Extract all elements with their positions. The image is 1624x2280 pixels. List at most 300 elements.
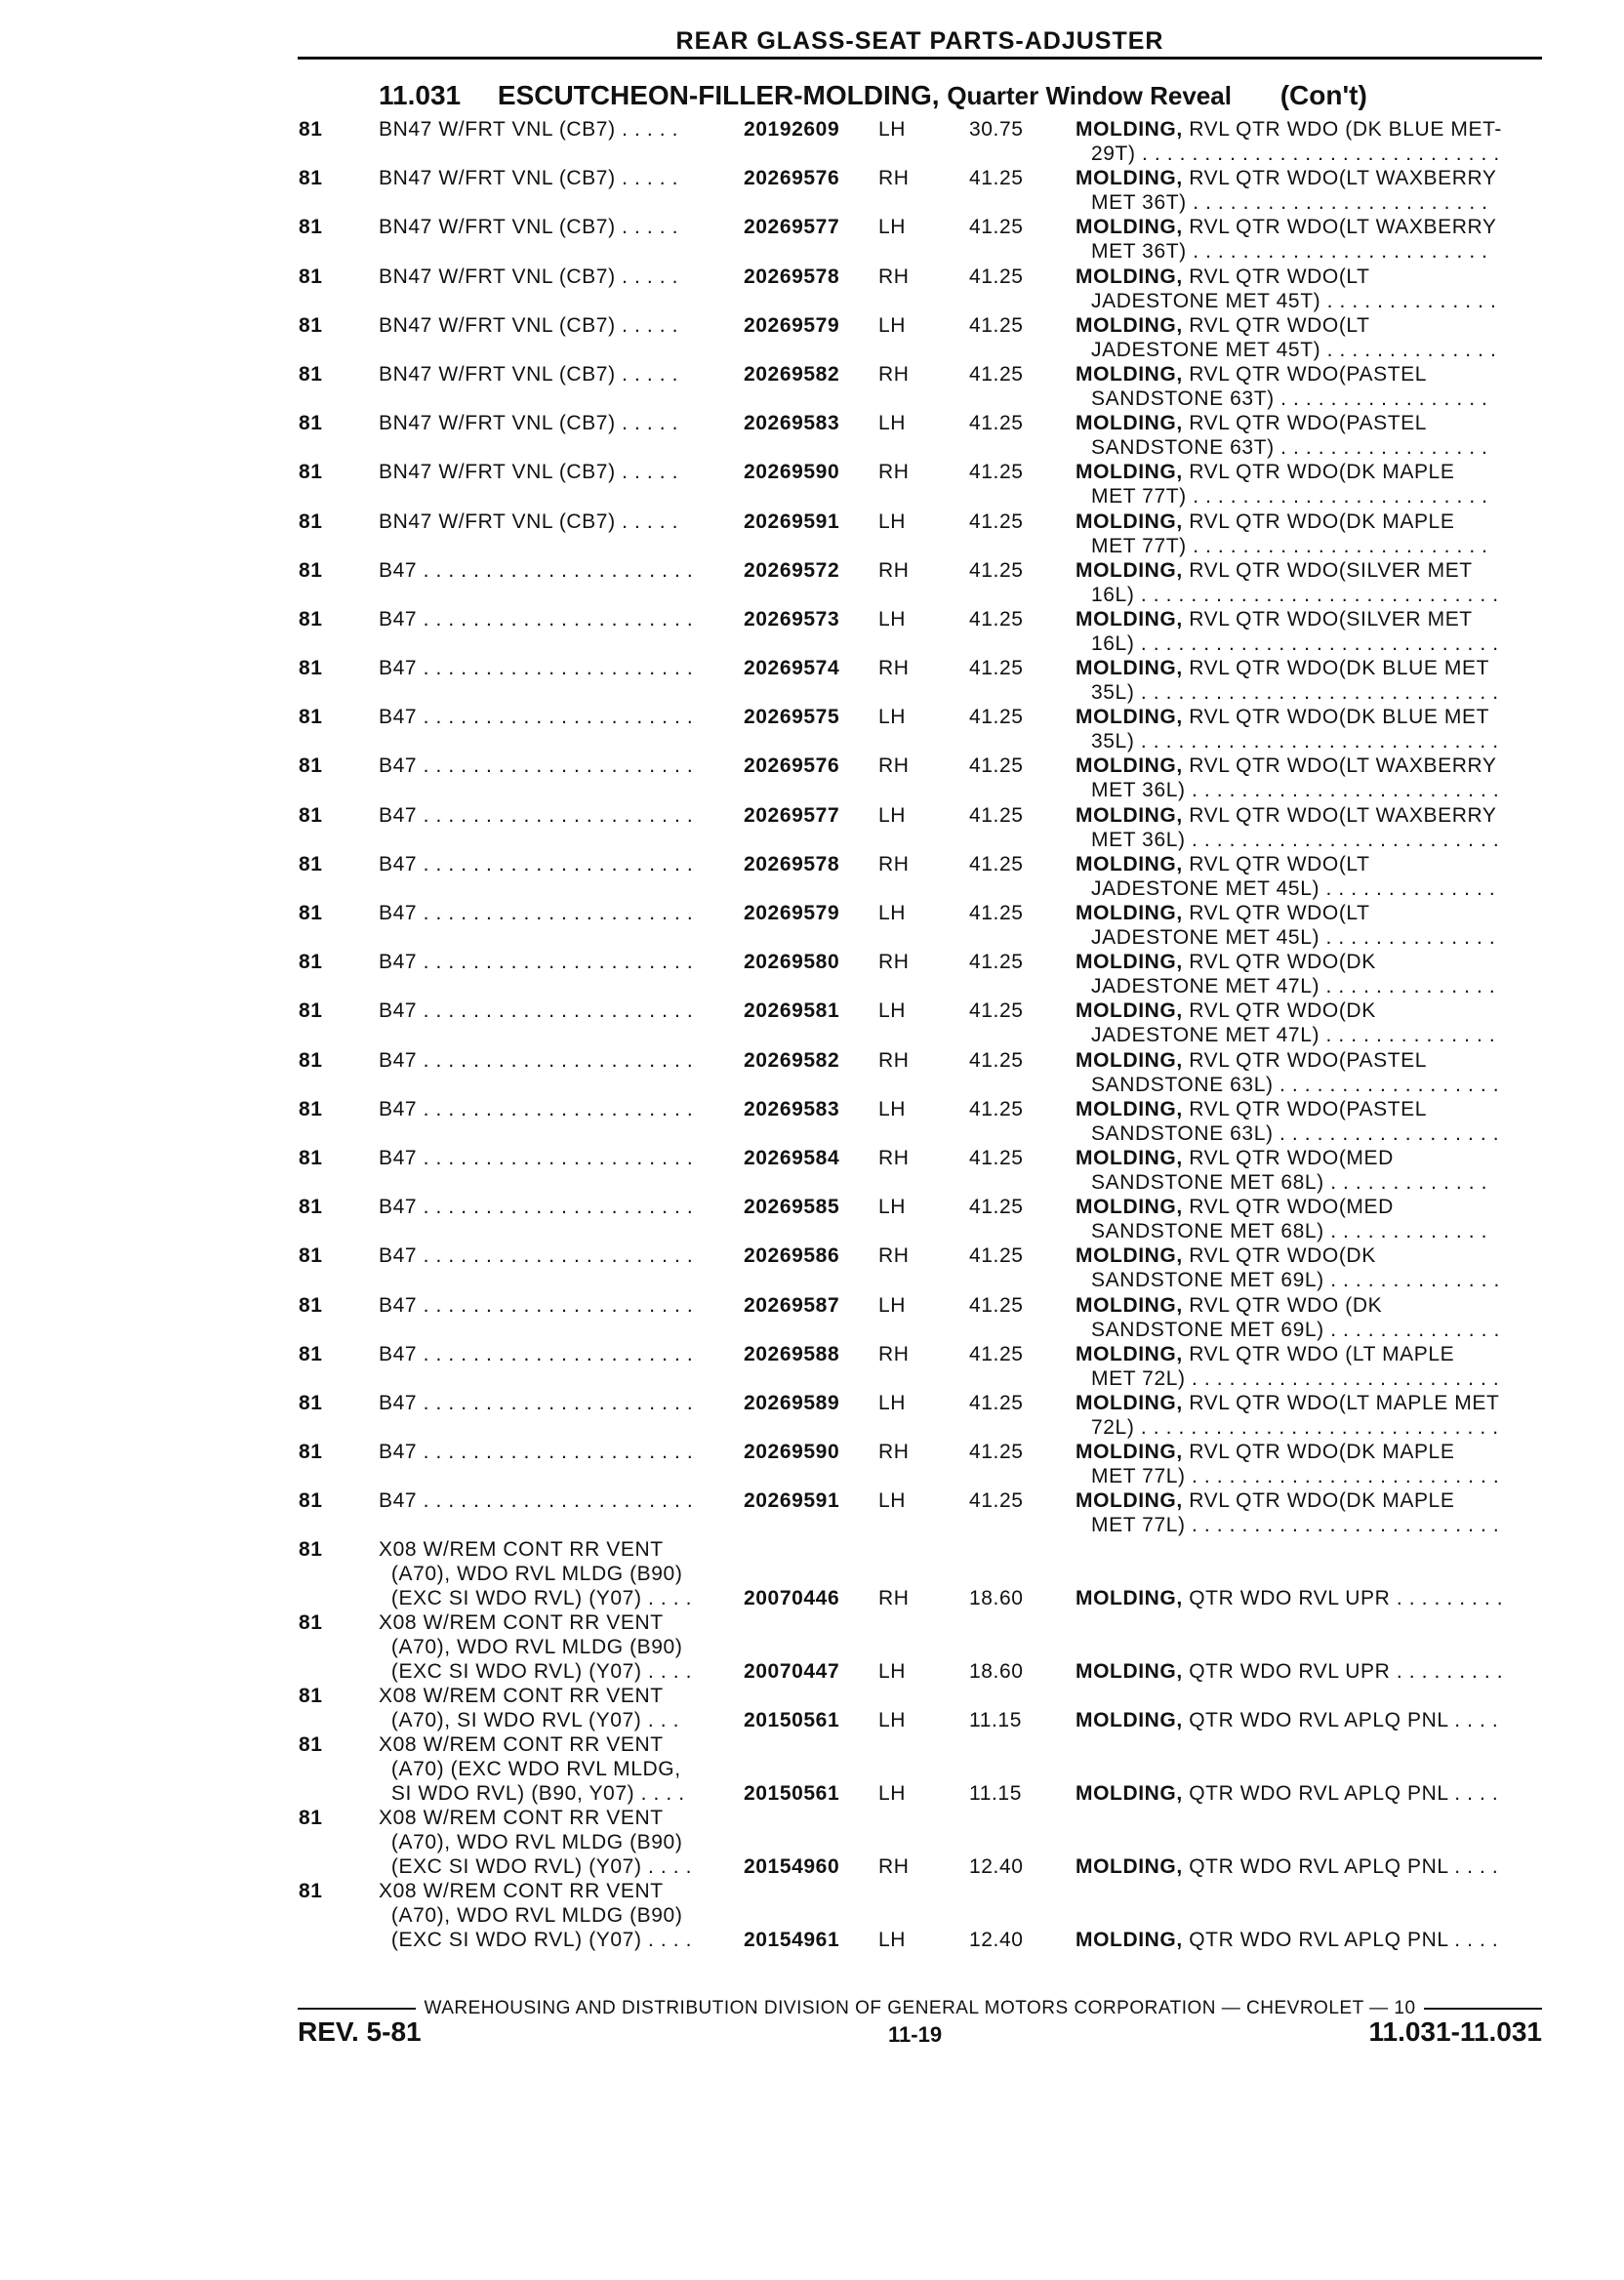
model-code <box>379 1293 693 1318</box>
price: 41.25 <box>969 265 1024 288</box>
table-row <box>0 1806 1624 1879</box>
model-line: B47 . . . . . . . . . . . . . . . . . . . . . . <box>379 558 694 582</box>
description-line <box>1076 1440 1544 1464</box>
part-number: 20269574 <box>744 657 840 680</box>
price: 41.25 <box>969 362 1024 386</box>
description-continuation: MET 77L) . . . . . . . . . . . . . . . . . . . . . . . . . <box>1091 1465 1500 1488</box>
model-line: B47 . . . . . . . . . . . . . . . . . . . . . . <box>379 852 694 875</box>
part-number: 20269591 <box>744 509 840 533</box>
description-line <box>1076 1097 1544 1121</box>
model-line: B47 . . . . . . . . . . . . . . . . . . . . . . <box>379 1489 694 1513</box>
description-line <box>1076 509 1544 534</box>
description-noun: MOLDING, <box>1076 1587 1183 1610</box>
table-row <box>0 460 1624 509</box>
section-continued: (Con't) <box>1279 80 1367 110</box>
model-code <box>379 1097 693 1121</box>
model-line: X08 W/REM CONT RR VENT <box>379 1538 664 1562</box>
description-continuation: JADESTONE MET 45L) . . . . . . . . . . . . . . <box>1091 926 1496 949</box>
page-header: REAR GLASS-SEAT PARTS-ADJUSTER <box>675 27 1164 55</box>
description-continuation: JADESTONE MET 47L) . . . . . . . . . . . . . . <box>1091 975 1496 998</box>
price: 41.25 <box>969 558 1024 582</box>
price: 41.25 <box>969 706 1024 729</box>
description-text: RVL QTR WDO(DK MAPLE <box>1182 461 1455 484</box>
part-number: 20269577 <box>744 803 840 827</box>
table-row <box>0 1732 1624 1806</box>
description <box>1076 166 1544 215</box>
model-code <box>379 1195 693 1219</box>
description-line <box>1076 1488 1544 1513</box>
description-line <box>1076 460 1544 484</box>
model-code <box>379 1537 692 1610</box>
description-text: RVL QTR WDO(LT <box>1182 902 1370 924</box>
part-number: 20269590 <box>744 461 840 484</box>
quantity: 81 <box>299 1880 323 1903</box>
table-row <box>0 753 1624 802</box>
description <box>1076 558 1544 607</box>
price: 11.15 <box>969 1709 1022 1732</box>
model-code <box>379 950 693 974</box>
model-line: B47 . . . . . . . . . . . . . . . . . . . . . . <box>379 1146 694 1169</box>
side: LH <box>878 313 907 337</box>
price: 41.25 <box>969 951 1024 974</box>
side: LH <box>878 1391 907 1414</box>
quantity: 81 <box>299 902 323 924</box>
description-text: RVL QTR WDO(LT WAXBERRY <box>1182 803 1497 827</box>
description-noun: MOLDING, <box>1076 1146 1183 1169</box>
part-number: 20269578 <box>744 852 840 875</box>
side: LH <box>878 706 907 729</box>
model-line: X08 W/REM CONT RR VENT <box>379 1807 664 1830</box>
description-text: RVL QTR WDO(LT <box>1182 852 1370 875</box>
description-line <box>1076 1708 1544 1732</box>
quantity: 81 <box>299 461 323 484</box>
part-number: 20269578 <box>744 265 840 288</box>
description-continuation: MET 36L) . . . . . . . . . . . . . . . . . . . . . . . . . <box>1091 779 1500 802</box>
description <box>1076 901 1544 950</box>
price: 18.60 <box>969 1587 1024 1610</box>
description-line <box>1076 803 1544 828</box>
description <box>1076 705 1544 753</box>
model-line: BN47 W/FRT VNL (CB7) . . . . . <box>379 362 679 386</box>
part-number: 20070447 <box>744 1660 840 1684</box>
section-range: 11.031-11.031 <box>1368 2016 1542 2047</box>
model-line: B47 . . . . . . . . . . . . . . . . . . . . . . <box>379 999 694 1023</box>
table-row <box>0 215 1624 264</box>
quantity: 81 <box>299 803 323 827</box>
description-text: QTR WDO RVL APLQ PNL . . . . <box>1182 1782 1499 1806</box>
part-number: 20269588 <box>744 1342 840 1365</box>
model-code <box>379 166 678 190</box>
table-row <box>0 1610 1624 1684</box>
description <box>1076 1342 1544 1391</box>
model-code <box>379 803 693 828</box>
quantity: 81 <box>299 951 323 974</box>
table-row <box>0 1440 1624 1488</box>
description <box>1076 998 1544 1047</box>
side: LH <box>878 607 907 631</box>
description-continuation: JADESTONE MET 45L) . . . . . . . . . . . . . . <box>1091 876 1496 900</box>
description <box>1076 1146 1544 1195</box>
model-code <box>379 509 678 534</box>
quantity: 81 <box>299 1611 323 1635</box>
description-text: RVL QTR WDO(DK MAPLE <box>1182 1441 1455 1464</box>
table-row <box>0 1048 1624 1097</box>
description-noun: MOLDING, <box>1076 1244 1183 1268</box>
part-number: 20269590 <box>744 1441 840 1464</box>
model-line: (A70), SI WDO RVL (Y07) . . . <box>379 1709 680 1732</box>
model-line: B47 . . . . . . . . . . . . . . . . . . . . . . <box>379 1196 694 1219</box>
description <box>1076 1928 1544 1952</box>
description-text: RVL QTR WDO(DK BLUE MET <box>1182 706 1490 729</box>
part-number: 20269582 <box>744 362 840 386</box>
description-noun: MOLDING, <box>1076 118 1183 141</box>
model-line: BN47 W/FRT VNL (CB7) . . . . . <box>379 216 679 239</box>
description-continuation: SANDSTONE 63L) . . . . . . . . . . . . . . . . . . <box>1091 1073 1500 1096</box>
description-continuation: MET 77T) . . . . . . . . . . . . . . . . . . . . . . . . <box>1091 534 1488 557</box>
quantity: 81 <box>299 1391 323 1414</box>
footer-line <box>298 1998 1542 2019</box>
description-continuation: SANDSTONE MET 68L) . . . . . . . . . . . . . <box>1091 1170 1488 1194</box>
description-noun: MOLDING, <box>1076 461 1183 484</box>
model-code <box>379 313 678 338</box>
description-noun: MOLDING, <box>1076 657 1183 680</box>
table-row <box>0 1391 1624 1440</box>
model-code <box>379 1879 692 1952</box>
description-line <box>1076 1928 1544 1952</box>
model-line: BN47 W/FRT VNL (CB7) . . . . . <box>379 412 679 435</box>
quantity: 81 <box>299 1196 323 1219</box>
price: 41.25 <box>969 509 1024 533</box>
model-code <box>379 215 678 239</box>
description-noun: MOLDING, <box>1076 706 1183 729</box>
model-line: B47 . . . . . . . . . . . . . . . . . . . . . . <box>379 902 694 924</box>
part-number: 20269576 <box>744 754 840 778</box>
description-continuation: MET 77T) . . . . . . . . . . . . . . . . . . . . . . . . <box>1091 485 1488 509</box>
side: LH <box>878 1097 907 1120</box>
table-row <box>0 166 1624 215</box>
model-line: X08 W/REM CONT RR VENT <box>379 1611 664 1635</box>
part-number: 20269583 <box>744 1097 840 1120</box>
side: RH <box>878 1244 910 1268</box>
price: 12.40 <box>969 1929 1024 1952</box>
model-code <box>379 558 693 583</box>
description-continuation: 16L) . . . . . . . . . . . . . . . . . . . . . . . . . . . . . <box>1091 631 1499 655</box>
description-continuation: MET 36T) . . . . . . . . . . . . . . . . . . . . . . . . <box>1091 240 1488 264</box>
model-line: (A70), WDO RVL MLDG (B90) <box>379 1831 683 1854</box>
description-line <box>1076 1586 1544 1610</box>
part-number: 20269579 <box>744 313 840 337</box>
price: 41.25 <box>969 754 1024 778</box>
description-noun: MOLDING, <box>1076 1293 1183 1317</box>
part-number: 20269576 <box>744 167 840 190</box>
model-line: (A70) (EXC WDO RVL MLDG, <box>379 1758 681 1781</box>
description-text: QTR WDO RVL UPR . . . . . . . . . <box>1182 1587 1504 1610</box>
side: RH <box>878 461 910 484</box>
description-line <box>1076 362 1544 387</box>
part-number: 20269580 <box>744 951 840 974</box>
parts-list <box>0 117 1624 1952</box>
quantity: 81 <box>299 167 323 190</box>
side: LH <box>878 509 907 533</box>
header-rule <box>298 57 1542 60</box>
description <box>1076 1781 1544 1806</box>
description-continuation: SANDSTONE MET 69L) . . . . . . . . . . . . . . <box>1091 1318 1500 1341</box>
table-row <box>0 1537 1624 1610</box>
description-noun: MOLDING, <box>1076 1855 1183 1879</box>
side: RH <box>878 1587 910 1610</box>
model-code <box>379 1342 693 1366</box>
model-line: (EXC SI WDO RVL) (Y07) . . . . <box>379 1929 693 1952</box>
description-line <box>1076 1391 1544 1415</box>
quantity: 81 <box>299 1342 323 1365</box>
description-text: QTR WDO RVL APLQ PNL . . . . <box>1182 1855 1499 1879</box>
description-noun: MOLDING, <box>1076 1048 1183 1072</box>
description-text: RVL QTR WDO(PASTEL <box>1182 362 1428 386</box>
description-noun: MOLDING, <box>1076 1660 1183 1684</box>
model-code <box>379 1440 693 1464</box>
description-line <box>1076 852 1544 876</box>
part-number: 20070446 <box>744 1587 840 1610</box>
description-text: QTR WDO RVL APLQ PNL . . . . <box>1182 1709 1499 1732</box>
price: 41.25 <box>969 1097 1024 1120</box>
description-continuation: SANDSTONE MET 68L) . . . . . . . . . . . . . <box>1091 1220 1488 1243</box>
model-line: (EXC SI WDO RVL) (Y07) . . . . <box>379 1660 693 1684</box>
price: 18.60 <box>969 1660 1024 1684</box>
price: 41.25 <box>969 1196 1024 1219</box>
model-line: B47 . . . . . . . . . . . . . . . . . . . . . . <box>379 657 694 680</box>
model-code <box>379 1684 679 1732</box>
quantity: 81 <box>299 412 323 435</box>
section-name: ESCUTCHEON-FILLER-MOLDING, <box>497 80 940 110</box>
side: LH <box>878 1196 907 1219</box>
model-line: BN47 W/FRT VNL (CB7) . . . . . <box>379 509 679 533</box>
description-line <box>1076 901 1544 925</box>
side: LH <box>878 902 907 924</box>
table-row <box>0 313 1624 362</box>
side: LH <box>878 1782 907 1806</box>
quantity: 81 <box>299 1489 323 1513</box>
model-code <box>379 1243 693 1268</box>
description-line <box>1076 753 1544 778</box>
table-row <box>0 1293 1624 1342</box>
model-line: B47 . . . . . . . . . . . . . . . . . . . . . . <box>379 1293 694 1317</box>
footer-rule-right <box>1424 2008 1542 2010</box>
model-line: BN47 W/FRT VNL (CB7) . . . . . <box>379 461 679 484</box>
side: LH <box>878 1293 907 1317</box>
side: RH <box>878 265 910 288</box>
side: RH <box>878 1048 910 1072</box>
description-text: RVL QTR WDO (DK BLUE MET- <box>1182 118 1502 141</box>
description-text: QTR WDO RVL UPR . . . . . . . . . <box>1182 1660 1504 1684</box>
table-row <box>0 1342 1624 1391</box>
table-row <box>0 705 1624 753</box>
description-text: RVL QTR WDO(DK <box>1182 999 1376 1023</box>
section-subtitle: Quarter Window Reveal <box>947 81 1232 110</box>
price: 41.25 <box>969 607 1024 631</box>
quantity: 81 <box>299 706 323 729</box>
model-line: (A70), WDO RVL MLDG (B90) <box>379 1904 683 1928</box>
description <box>1076 460 1544 509</box>
part-number: 20269575 <box>744 706 840 729</box>
description-text: RVL QTR WDO(LT <box>1182 265 1370 288</box>
model-line: B47 . . . . . . . . . . . . . . . . . . . . . . <box>379 607 694 631</box>
side: LH <box>878 118 907 141</box>
description-text: RVL QTR WDO(LT WAXBERRY <box>1182 167 1497 190</box>
model-line: SI WDO RVL) (B90, Y07) . . . . <box>379 1782 685 1806</box>
price: 41.25 <box>969 1293 1024 1317</box>
quantity: 81 <box>299 1441 323 1464</box>
side: RH <box>878 1855 910 1879</box>
model-line: (EXC SI WDO RVL) (Y07) . . . . <box>379 1587 693 1610</box>
quantity: 81 <box>299 509 323 533</box>
part-number: 20192609 <box>744 118 840 141</box>
quantity: 81 <box>299 657 323 680</box>
part-number: 20269586 <box>744 1244 840 1268</box>
description-text: RVL QTR WDO(LT <box>1182 313 1370 337</box>
price: 41.25 <box>969 1048 1024 1072</box>
table-row <box>0 852 1624 901</box>
description <box>1076 1488 1544 1537</box>
model-line: B47 . . . . . . . . . . . . . . . . . . . . . . <box>379 1244 694 1268</box>
quantity: 81 <box>299 362 323 386</box>
quantity: 81 <box>299 1538 323 1562</box>
description-continuation: MET 36T) . . . . . . . . . . . . . . . . . . . . . . . . <box>1091 191 1488 215</box>
description-noun: MOLDING, <box>1076 1929 1183 1952</box>
table-row <box>0 803 1624 852</box>
table-row <box>0 362 1624 411</box>
quantity: 81 <box>299 607 323 631</box>
side: RH <box>878 362 910 386</box>
description-line <box>1076 705 1544 729</box>
part-number: 20269583 <box>744 412 840 435</box>
part-number: 20269572 <box>744 558 840 582</box>
description <box>1076 313 1544 362</box>
quantity: 81 <box>299 313 323 337</box>
description <box>1076 1586 1544 1610</box>
part-number: 20150561 <box>744 1709 840 1732</box>
price: 41.25 <box>969 803 1024 827</box>
model-line: B47 . . . . . . . . . . . . . . . . . . . . . . <box>379 706 694 729</box>
description-text: RVL QTR WDO(DK BLUE MET <box>1182 657 1490 680</box>
description-continuation: MET 36L) . . . . . . . . . . . . . . . . . . . . . . . . . <box>1091 828 1500 851</box>
table-row <box>0 1879 1624 1952</box>
description-text: RVL QTR WDO(PASTEL <box>1182 1097 1428 1120</box>
quantity: 81 <box>299 1048 323 1072</box>
side: LH <box>878 803 907 827</box>
price: 41.25 <box>969 657 1024 680</box>
description-text: RVL QTR WDO(DK <box>1182 1244 1376 1268</box>
description-continuation: SANDSTONE 63T) . . . . . . . . . . . . . . . . . <box>1091 436 1488 460</box>
description-noun: MOLDING, <box>1076 1342 1183 1365</box>
table-row <box>0 1195 1624 1243</box>
description <box>1076 1659 1544 1684</box>
description-text: RVL QTR WDO(DK MAPLE <box>1182 1489 1455 1513</box>
side: RH <box>878 167 910 190</box>
price: 11.15 <box>969 1782 1022 1806</box>
table-row <box>0 607 1624 656</box>
description-line <box>1076 215 1544 239</box>
model-line: B47 . . . . . . . . . . . . . . . . . . . . . . <box>379 754 694 778</box>
description <box>1076 1195 1544 1243</box>
description-continuation: MET 72L) . . . . . . . . . . . . . . . . . . . . . . . . . <box>1091 1366 1500 1390</box>
description-noun: MOLDING, <box>1076 167 1183 190</box>
model-code <box>379 265 678 289</box>
quantity: 81 <box>299 754 323 778</box>
model-code <box>379 1048 693 1073</box>
model-line: B47 . . . . . . . . . . . . . . . . . . . . . . <box>379 1097 694 1120</box>
description-line <box>1076 1293 1544 1318</box>
section-title <box>379 80 1367 111</box>
price: 12.40 <box>969 1855 1024 1879</box>
price: 41.25 <box>969 1146 1024 1169</box>
description-noun: MOLDING, <box>1076 412 1183 435</box>
model-code <box>379 705 693 729</box>
description <box>1076 1048 1544 1097</box>
side: RH <box>878 1342 910 1365</box>
description <box>1076 509 1544 558</box>
part-number: 20269577 <box>744 216 840 239</box>
side: RH <box>878 558 910 582</box>
side: LH <box>878 1489 907 1513</box>
price: 41.25 <box>969 999 1024 1023</box>
quantity: 81 <box>299 852 323 875</box>
price: 41.25 <box>969 313 1024 337</box>
description-noun: MOLDING, <box>1076 509 1183 533</box>
description-line <box>1076 1781 1544 1806</box>
model-code <box>379 1391 693 1415</box>
quantity: 81 <box>299 1733 323 1757</box>
description <box>1076 1097 1544 1146</box>
model-code <box>379 117 678 142</box>
description-line <box>1076 950 1544 974</box>
model-line: B47 . . . . . . . . . . . . . . . . . . . . . . <box>379 803 694 827</box>
table-row <box>0 509 1624 558</box>
part-number: 20269589 <box>744 1391 840 1414</box>
description-text: RVL QTR WDO(PASTEL <box>1182 412 1428 435</box>
model-line: B47 . . . . . . . . . . . . . . . . . . . . . . <box>379 1441 694 1464</box>
quantity: 81 <box>299 1293 323 1317</box>
model-line: (EXC SI WDO RVL) (Y07) . . . . <box>379 1855 693 1879</box>
description-line <box>1076 1146 1544 1170</box>
table-row <box>0 998 1624 1047</box>
description-continuation: 29T) . . . . . . . . . . . . . . . . . . . . . . . . . . . . . <box>1091 142 1500 165</box>
side: LH <box>878 999 907 1023</box>
description-noun: MOLDING, <box>1076 265 1183 288</box>
description-continuation: 35L) . . . . . . . . . . . . . . . . . . . . . . . . . . . . . <box>1091 730 1499 753</box>
side: LH <box>878 216 907 239</box>
model-code <box>379 998 693 1023</box>
price: 41.25 <box>969 167 1024 190</box>
description <box>1076 607 1544 656</box>
revision: REV. 5-81 <box>298 2016 422 2047</box>
model-code <box>379 1610 692 1684</box>
price: 41.25 <box>969 902 1024 924</box>
description-continuation: SANDSTONE 63L) . . . . . . . . . . . . . . . . . . <box>1091 1121 1500 1145</box>
description-text: RVL QTR WDO(LT MAPLE MET <box>1182 1391 1500 1414</box>
description <box>1076 411 1544 460</box>
price: 41.25 <box>969 461 1024 484</box>
description-noun: MOLDING, <box>1076 1489 1183 1513</box>
description-line <box>1076 166 1544 190</box>
description-noun: MOLDING, <box>1076 951 1183 974</box>
model-code <box>379 362 678 387</box>
price: 41.25 <box>969 1489 1024 1513</box>
part-number: 20269584 <box>744 1146 840 1169</box>
description-noun: MOLDING, <box>1076 902 1183 924</box>
side: LH <box>878 1709 907 1732</box>
description-noun: MOLDING, <box>1076 754 1183 778</box>
part-number: 20154961 <box>744 1929 840 1952</box>
